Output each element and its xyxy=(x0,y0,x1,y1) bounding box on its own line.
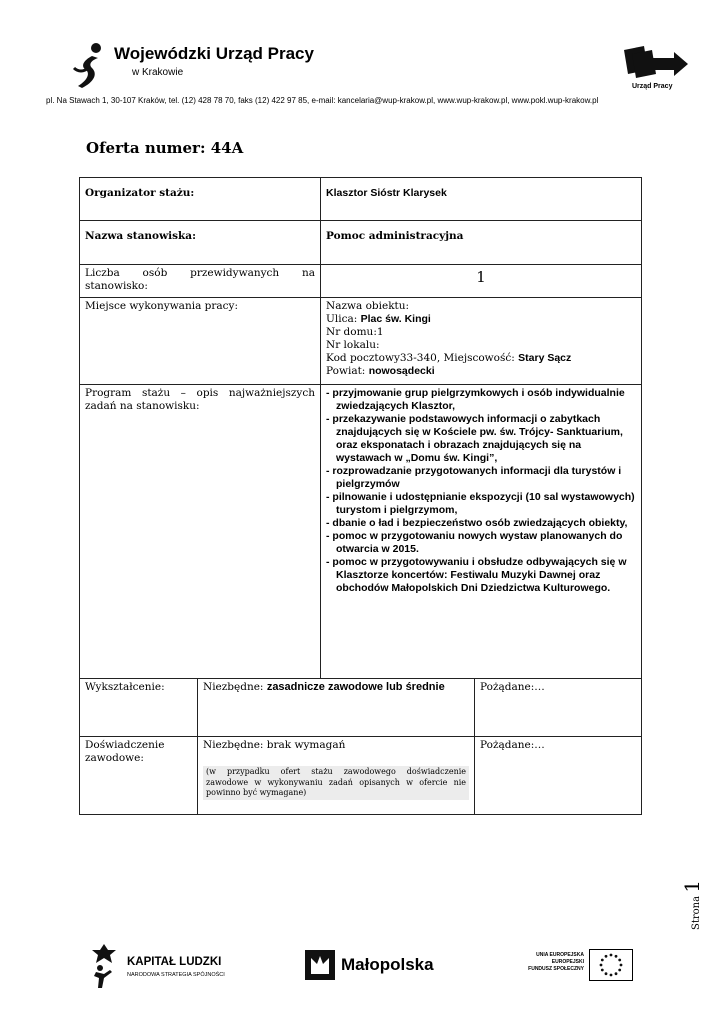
position-row xyxy=(80,221,642,265)
object-name-line: Nazwa obiektu: xyxy=(326,300,410,312)
malopolska-logo-icon xyxy=(305,950,335,980)
organizer-label: Organizator stażu: xyxy=(80,178,321,221)
offer-title: Oferta numer: 44A xyxy=(86,139,244,157)
letterhead xyxy=(46,36,714,108)
urzad-pracy-logo-icon xyxy=(618,46,690,82)
education-desired: Pożądane:… xyxy=(475,679,642,737)
place-details xyxy=(321,298,642,385)
experience-row xyxy=(80,737,642,815)
page-number xyxy=(680,880,704,930)
task-item: - przekazywanie podstawowych informacji o zabytkach znajdujących się w Kościele pw. św. Trójcy- Sanktuarium, oraz eksponatach i obrazach znajdujących się na wystawach w „Domu św. Kingi”, xyxy=(326,413,623,464)
place-label: Miejsce wykonywania pracy: xyxy=(80,298,321,385)
task-list xyxy=(321,385,642,679)
county-line xyxy=(326,365,636,378)
experience-label: Doświadczenie zawodowe: xyxy=(80,737,198,815)
county-value: nowosądecki xyxy=(368,365,435,377)
postal-label: Kod pocztowy33-340, Miejscowość: xyxy=(326,352,515,364)
malopolska-title: Małopolska xyxy=(341,955,434,974)
wup-figure-logo-icon xyxy=(70,42,106,90)
program-label-cell xyxy=(80,385,321,679)
education-required xyxy=(198,679,475,737)
task-item: - dbanie o ład i bezpieczeństwo osób zwiedzających obiekty, xyxy=(326,517,628,529)
count-label: Liczba osób przewidywanych na stanowisko: xyxy=(85,267,316,292)
experience-desired: Pożądane:… xyxy=(475,737,642,815)
position-value: Pomoc administracyjna xyxy=(321,221,642,265)
task-item: - rozprowadzanie przygotowanych informacji dla turystów i pielgrzymów xyxy=(326,465,622,490)
education-row xyxy=(80,679,642,737)
contact-line: pl. Na Stawach 1, 30-107 Kraków, tel. (12) 428 78 70, faks (12) 422 97 85, e-mail: kancelaria@wup-krakow.pl, www.wup-krakow.pl, www.pokl.wup-krakow.pl xyxy=(46,96,599,105)
kapital-ludzki-title: KAPITAŁ LUDZKI xyxy=(127,956,222,968)
offer-table xyxy=(79,177,642,815)
eu-line: EUROPEJSKI xyxy=(551,959,584,965)
kapital-ludzki-logo-icon xyxy=(90,944,118,988)
letterhead-title: Wojewódzki Urząd Pracy xyxy=(114,44,314,63)
eu-line: UNIA EUROPEJSKA xyxy=(536,952,584,958)
education-required-value: zasadnicze zawodowe lub średnie xyxy=(266,681,445,693)
education-required-label: Niezbędne: xyxy=(203,681,264,693)
letterhead-subtitle: w Krakowie xyxy=(132,67,184,78)
experience-required-cell xyxy=(198,737,475,815)
unit-number-line: Nr lokalu: xyxy=(326,339,380,351)
task-item: - pilnowanie i udostępnianie ekspozycji (10 sal wystawowych) turystom i pielgrzymom, xyxy=(326,491,635,516)
city-value: Stary Sącz xyxy=(518,352,572,364)
street-label: Ulica: xyxy=(326,313,358,325)
kapital-ludzki-subtitle: NARODOWA STRATEGIA SPÓJNOŚCI xyxy=(127,972,225,978)
footer-logos xyxy=(0,942,724,992)
eu-flag-icon xyxy=(589,949,633,981)
program-label: Program stażu – opis najważniejszych zadań na stanowisku: xyxy=(85,387,316,412)
place-row xyxy=(80,298,642,385)
task-item: - przyjmowanie grup pielgrzymkowych i osób indywidualnie zwiedzających Klasztor, xyxy=(326,387,625,412)
county-label: Powiat: xyxy=(326,365,366,377)
experience-required: Niezbędne: brak wymagań xyxy=(203,739,346,751)
task-item: - pomoc w przygotowywaniu i obsłudze odbywających się w Klasztorze koncertów: Festiwalu Muzyki Dawnej oraz obchodów Małopolskich Dni Dziedzictwa Kulturowego. xyxy=(326,556,627,594)
eu-text xyxy=(524,952,584,973)
education-label: Wykształcenie: xyxy=(80,679,198,737)
street-value: Plac św. Kingi xyxy=(360,313,431,325)
program-row xyxy=(80,385,642,679)
experience-note: (w przypadku ofert stażu zawodowego doświadczenie zawodowe w wykonywaniu zadań opisanych w ofercie nie powinno być wymagane) xyxy=(203,766,469,800)
count-row xyxy=(80,265,642,298)
urzad-pracy-caption: Urząd Pracy xyxy=(632,83,673,90)
count-value: 1 xyxy=(321,265,642,298)
task-item: - pomoc w przygotowaniu nowych wystaw planowanych do otwarcia w 2015. xyxy=(326,530,623,555)
house-number-line: Nr domu:1 xyxy=(326,326,384,338)
organizer-value: Klasztor Sióstr Klarysek xyxy=(321,178,642,221)
organizer-row xyxy=(80,178,642,221)
page-label: Strona xyxy=(691,895,702,930)
street-line xyxy=(326,313,636,326)
postal-city-line xyxy=(326,352,636,365)
page-number-value: 1 xyxy=(680,880,704,893)
count-label-cell xyxy=(80,265,321,298)
position-label: Nazwa stanowiska: xyxy=(80,221,321,265)
eu-line: FUNDUSZ SPOŁECZNY xyxy=(528,966,584,972)
